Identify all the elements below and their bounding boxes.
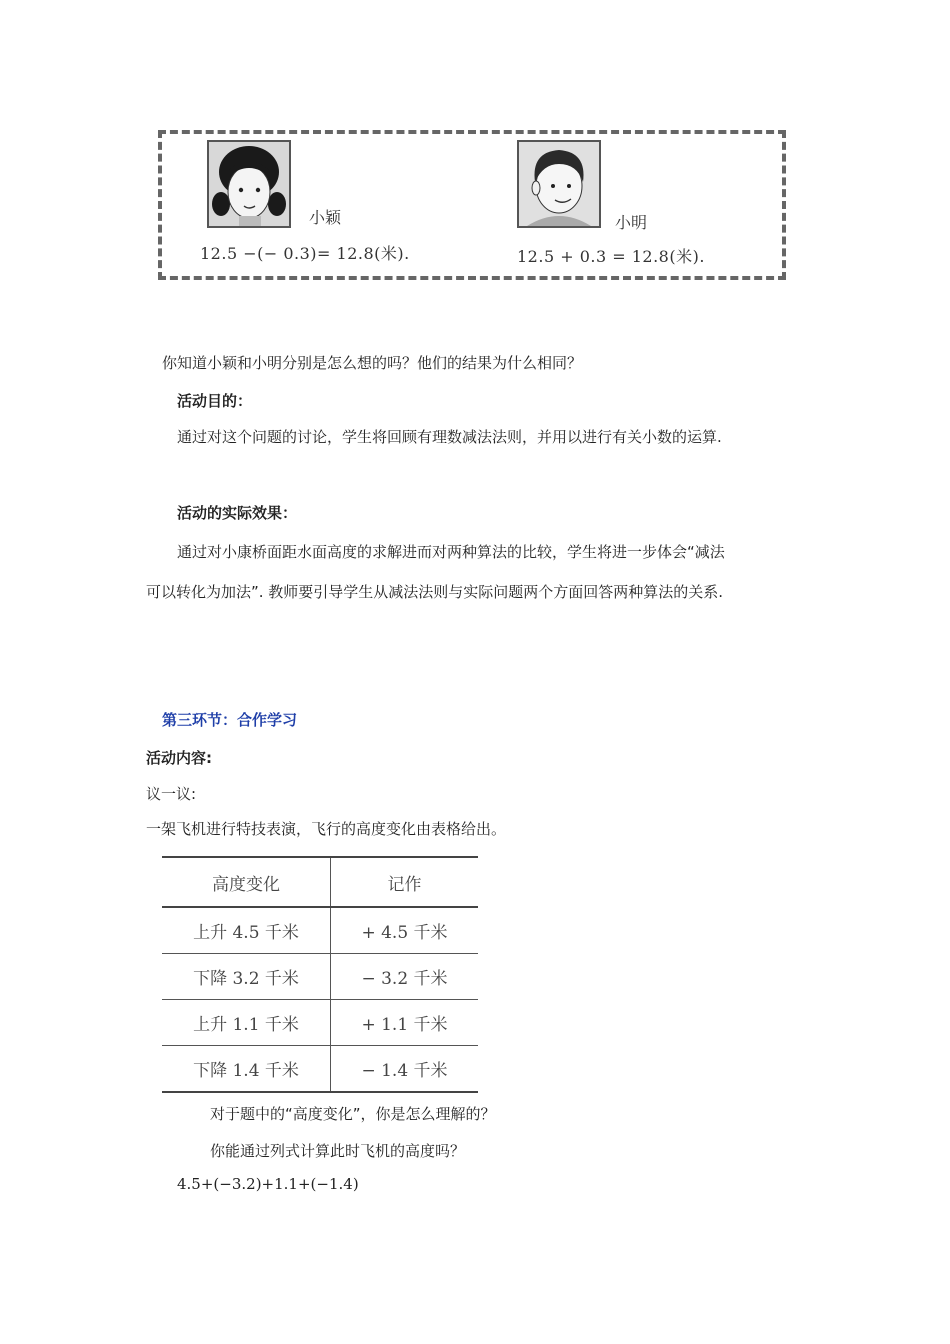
effect-heading: 活动的实际效果： <box>177 504 298 522</box>
discuss-label: 议一议: <box>146 785 197 803</box>
section-title: 第三环节：合作学习 <box>162 711 298 729</box>
table-header-cell: 高度变化 <box>162 857 331 907</box>
altitude-table <box>162 856 478 1093</box>
table-cell: 上升 1.1 千米 <box>162 1000 331 1046</box>
girl-formula: 12.5 −(− 0.3)= 12.8(米). <box>200 244 410 263</box>
effect-line-2: 可以转化为加法”. 教师要引导学生从减法法则与实际问题两个方面回答两种算法的关系. <box>146 583 724 601</box>
expression: 4.5+(−3.2)+1.1+(−1.4) <box>177 1175 359 1193</box>
girl-portrait <box>207 140 291 228</box>
table-row <box>162 907 478 954</box>
table-row <box>162 1000 478 1046</box>
boy-portrait <box>517 140 601 228</box>
purpose-heading: 活动目的： <box>177 392 253 410</box>
purpose-text: 通过对这个问题的讨论，学生将回顾有理数减法法则，并用以进行有关小数的运算. <box>177 428 722 446</box>
question-2: 你能通过列式计算此时飞机的高度吗？ <box>210 1142 466 1160</box>
table-row <box>162 954 478 1000</box>
table-cell: + 4.5 千米 <box>361 923 448 943</box>
girl-name-label: 小颖 <box>309 208 342 227</box>
boy-name-label: 小明 <box>615 213 648 232</box>
table-header-cell: 记作 <box>387 874 422 895</box>
question-text: 你知道小颖和小明分别是怎么想的吗？他们的结果为什么相同？ <box>162 354 583 372</box>
boy-formula: 12.5 + 0.3 = 12.8(米). <box>517 247 705 266</box>
content-heading: 活动内容: <box>146 749 212 767</box>
question-1: 对于题中的“高度变化”，你是怎么理解的？ <box>210 1105 496 1123</box>
effect-line-1: 通过对小康桥面距水面高度的求解进而对两种算法的比较，学生将进一步体会“减法 <box>177 543 725 561</box>
table-header-row <box>162 857 478 907</box>
intro-text: 一架飞机进行特技表演，飞行的高度变化由表格给出。 <box>146 820 507 838</box>
table-cell: − 3.2 千米 <box>361 969 448 989</box>
table-row <box>162 1046 478 1093</box>
table-cell: 下降 1.4 千米 <box>162 1046 331 1093</box>
table-cell: 上升 4.5 千米 <box>162 907 331 954</box>
table-cell: − 1.4 千米 <box>361 1061 448 1081</box>
table-cell: 下降 3.2 千米 <box>162 954 331 1000</box>
table-cell: + 1.1 千米 <box>361 1015 448 1035</box>
